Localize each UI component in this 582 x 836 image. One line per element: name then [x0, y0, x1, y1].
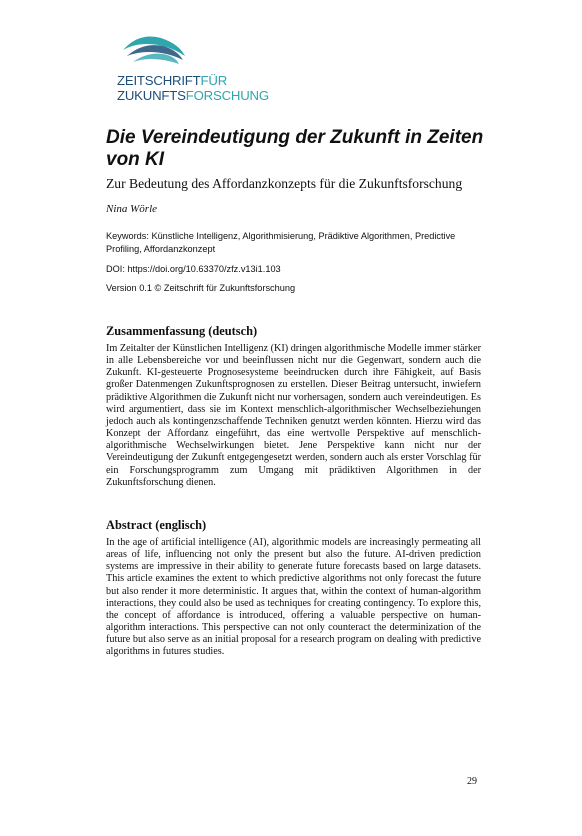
article-title: Die Vereindeutigung der Zukunft in Zeiten von KI	[106, 127, 484, 170]
logo-word-zeitschrift: ZEITSCHRIFT	[117, 73, 201, 88]
version-note: Version 0.1 © Zeitschrift für Zukunftsforschung	[106, 283, 296, 293]
article-subtitle: Zur Bedeutung des Affordanzkonzepts für die Zukunftsforschung	[106, 176, 463, 191]
article-author: Nina Wörle	[106, 203, 158, 215]
wave-emblem-icon	[117, 34, 187, 68]
journal-logo	[117, 34, 269, 103]
keywords: Keywords: Künstliche Intelligenz, Algorithmisierung, Prädiktive Algorithmen, Predictive Profiling, Affordanzkonzept	[106, 231, 456, 254]
logo-line-1	[117, 74, 227, 88]
abstract-de-text: Im Zeitalter der Künstlichen Intelligenz (KI) dringen algorithmische Modelle immer stärker in alle Lebensbereiche vor und beeinflussen nicht nur die Gegenwart, sondern auch die Zukunft. KI-gesteuerte Prognosesysteme beeindrucken durch ihre Fähigkeit, auf Basis großer Datenmengen Zukunftsprognosen zu erstellen. Dieser Beitrag untersucht, inwiefern prädiktive Algorithmen die Zukunft nicht nur vorhersagen, sondern auch vereindeutigen. Es wird argumentiert, dass sie im Kontext menschlich-algorithmischer Wechselbeziehungen jedoch auch als kontingenzschaffende Techniken genutzt werden könnten. Hierzu wird das Konzept der Affordanz eingeführt, das eine wertvolle Perspektive auf menschlich-algorithmische Wechselwirkungen bietet. Jene Perspektive kann nicht nur der Vereindeutigung der Zukunft entgegengesetzt werden, sondern auch als erster Vorschlag für ein Forschungsprogramm zum Umgang mit prädiktiven Algorithmen in der Zukunftsforschung dienen.	[106, 343, 481, 488]
abstract-en-text: In the age of artificial intelligence (AI), algorithmic models are increasingly permeating all areas of life, influencing not only the present but also the future. AI-driven prediction systems are impressive in their ability to generate future forecasts based on large datasets. This article examines the extent to which predictive algorithms not only forecast the future but also render it more deterministic. It argues that, within the context of human-algorithm interactions, they could also be used as techniques for creating contingency. To explore this, the concept of affordance is introduced, offering a valuable perspective on human-algorithm interactions. This perspective can not only counteract the determinization of the future but also serve as an initial proposal for a research program on dealing with predictive algorithms in futures studies.	[106, 537, 481, 658]
abstract-en-heading: Abstract (englisch)	[106, 518, 207, 532]
doi-link[interactable]: DOI: https://doi.org/10.63370/zfz.v13i1.103	[106, 264, 281, 274]
page-number: 29	[467, 776, 477, 787]
logo-word-fuer: FÜR	[200, 73, 228, 88]
logo-line-2	[117, 89, 269, 103]
abstract-de-heading: Zusammenfassung (deutsch)	[106, 324, 258, 338]
logo-word-zukunfts: ZUKUNFTS	[117, 88, 186, 103]
logo-word-forschung: FORSCHUNG	[185, 88, 269, 103]
